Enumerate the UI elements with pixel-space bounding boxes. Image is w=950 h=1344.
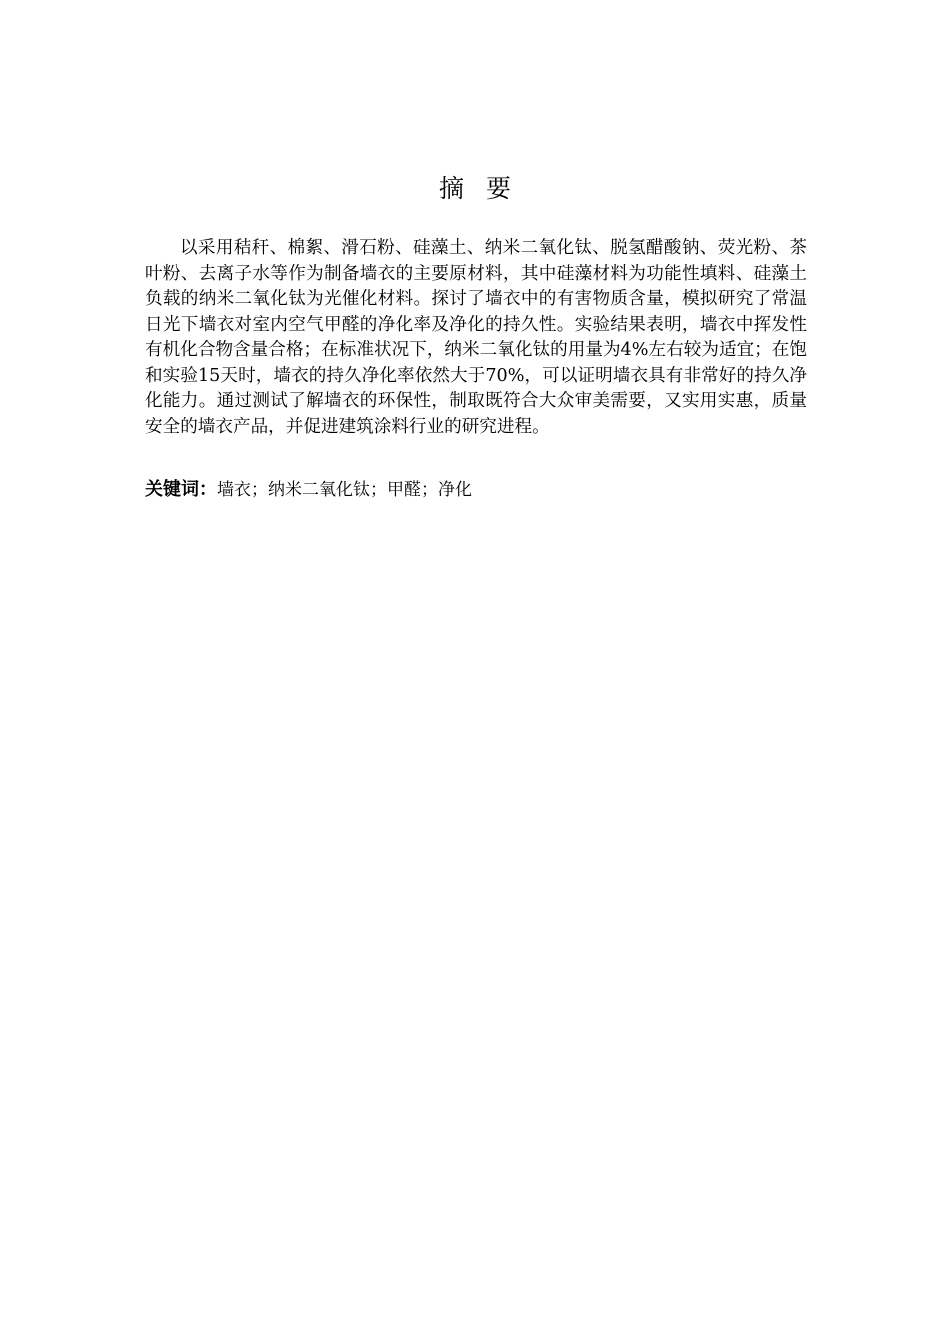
keywords-value: 墙衣；纳米二氧化钛；甲醛；净化 [217, 480, 472, 500]
keywords-line [145, 477, 807, 503]
abstract-title: 摘要 [438, 174, 533, 203]
keywords-label: 关键词： [145, 479, 217, 500]
abstract-body: 以采用秸秆、棉絮、滑石粉、硅藻土、纳米二氧化钛、脱氢醋酸钠、荧光粉、茶叶粉、去离子水等作为制备墙衣的主要原材料，其中硅藻材料为功能性填料、硅藻土负载的纳米二氧化钛为光催化材料。探讨了墙衣中的有害物质含量，模拟研究了常温日光下墙衣对室内空气甲醛的净化率及净化的持久性。实验结果表明，墙衣中挥发性有机化合物含量合格；在标准状况下，纳米二氧化钛的用量为4%左右较为适宜；在饱和实验15天时，墙衣的持久净化率依然大于70%，可以证明墙衣具有非常好的持久净化能力。通过测试了解墙衣的环保性，制取既符合大众审美需要，又实用实惠，质量安全的墙衣产品，并促进建筑涂料行业的研究进程。 [145, 238, 807, 437]
